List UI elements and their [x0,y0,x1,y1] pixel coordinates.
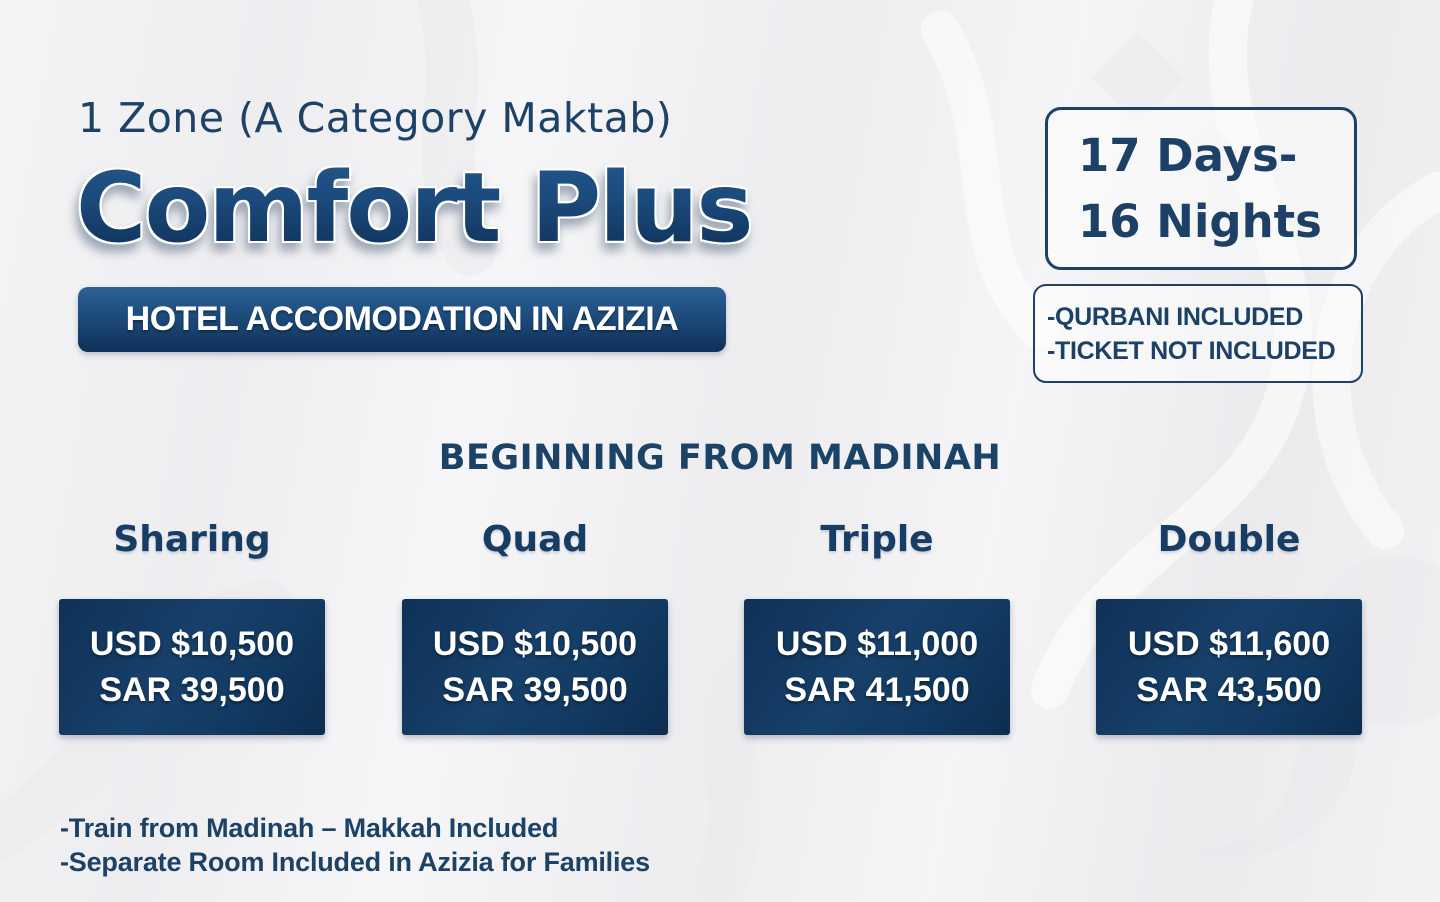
price-card [744,599,1010,735]
usd-price: USD $11,600 [1127,624,1331,663]
package-name-heading: Comfort Plus [76,152,752,264]
section-title-beginning-from-madinah: BEGINNING FROM MADINAH [438,438,1002,478]
duration-nights: 16 Nights [1078,194,1322,248]
duration-days: 17 Days- [1078,128,1298,182]
room-type-label: Triple [820,519,934,560]
price-card [59,599,325,735]
hotel-accommodation-banner [78,287,726,352]
sar-price: SAR 39,500 [442,671,628,709]
price-column-quad [402,516,668,735]
hotel-accommodation-banner-label: HOTEL ACCOMODATION IN AZIZIA [125,300,679,338]
usd-price: USD $11,000 [775,624,979,663]
price-card [402,599,668,735]
usd-price: USD $10,500 [89,624,295,663]
room-type-label: Double [1157,519,1301,560]
footnotes [60,811,650,879]
usd-price: USD $10,500 [432,624,638,663]
sar-price: SAR 43,500 [1136,671,1322,709]
train-included-note: -Train from Madinah – Makkah Included [60,813,559,843]
room-type-label: Sharing [113,519,271,560]
qurbani-included-note: -QURBANI INCLUDED [1047,302,1303,331]
price-column-sharing [59,516,325,735]
duration-box [1045,107,1357,270]
zone-title: 1 Zone (A Category Maktab) [78,94,673,142]
sar-price: SAR 41,500 [784,671,970,709]
price-column-double [1096,516,1362,735]
separate-room-note: -Separate Room Included in Azizia for Families [60,847,650,877]
sar-price: SAR 39,500 [99,671,285,709]
room-type-label: Quad [481,519,589,560]
price-column-triple [744,516,1010,735]
inclusions-box [1033,284,1363,383]
ticket-not-included-note: -TICKET NOT INCLUDED [1047,336,1336,365]
price-card [1096,599,1362,735]
